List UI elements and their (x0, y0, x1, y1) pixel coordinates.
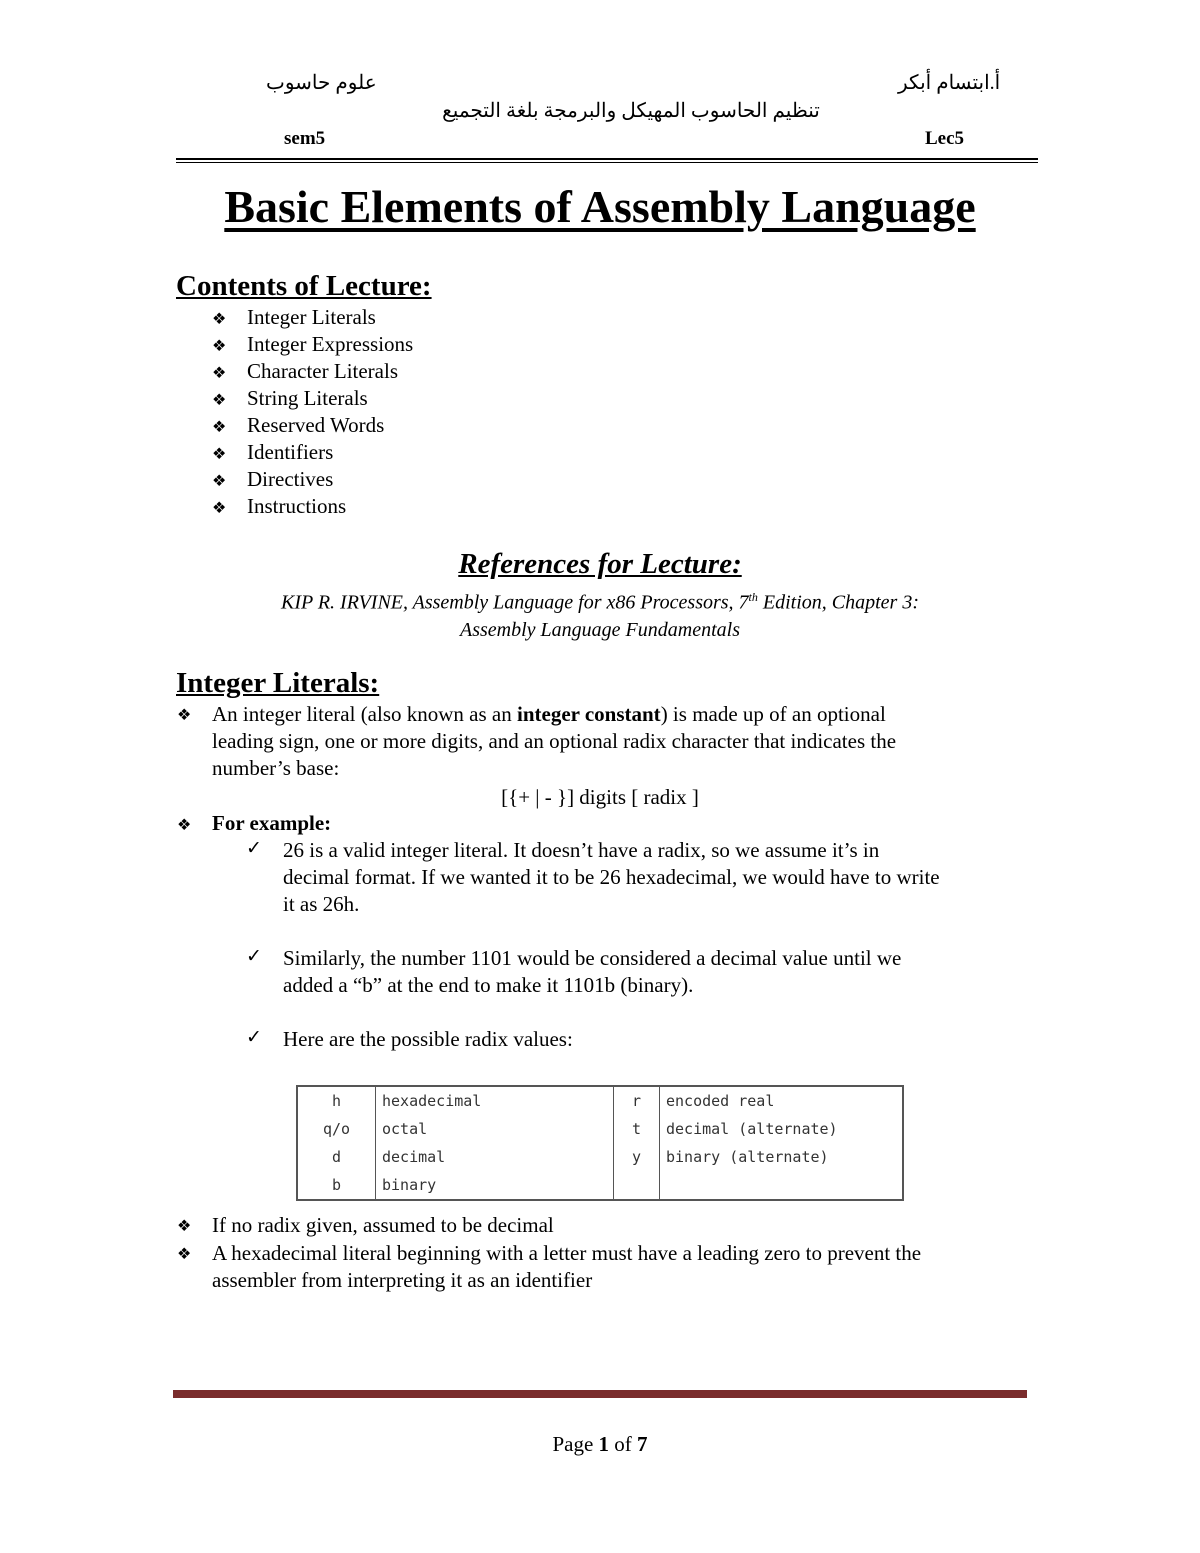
table-row: b binary (297, 1171, 903, 1200)
author-name: أ.ابتسام أبكر (898, 72, 1001, 94)
header-rule-thin (176, 162, 1038, 163)
diamond-bullet-icon: ❖ (177, 707, 192, 724)
syntax-line: [{+ | - }] digits [ radix ] (501, 785, 699, 809)
list-item: ❖ Directives (212, 466, 413, 493)
list-item: ❖ Character Literals (212, 358, 413, 385)
diamond-bullet-icon: ❖ (212, 338, 227, 355)
integer-literals-heading: Integer Literals: (176, 667, 380, 699)
contents-heading: Contents of Lecture: (176, 270, 432, 302)
example-item: Here are the possible radix values: (283, 1027, 573, 1051)
diamond-bullet-icon: ❖ (177, 817, 192, 834)
diamond-bullet-icon: ❖ (212, 419, 227, 436)
note-default-radix: If no radix given, assumed to be decimal (212, 1213, 554, 1237)
references-text: KIP R. IRVINE, Assembly Language for x86 Processors, 7th Edition, Chapter 3: Assembly Language Fundamentals (280, 590, 919, 641)
radix-table (296, 1085, 904, 1201)
table-row: d decimal y binary (alternate) (297, 1143, 903, 1171)
diamond-bullet-icon: ❖ (212, 473, 227, 490)
example-item: Similarly, the number 1101 would be considered a decimal value until we added a “b” at the end to make it 1101b (binary). (283, 946, 902, 997)
list-item: ❖ Integer Literals (212, 304, 413, 331)
table-row: q/o octal t decimal (alternate) (297, 1115, 903, 1143)
contents-list (212, 304, 413, 520)
page-number: Page 1 of 7 (552, 1432, 648, 1456)
example-heading: For example: (212, 811, 332, 835)
list-item: ❖ Identifiers (212, 439, 413, 466)
checkmark-icon: ✓ (246, 946, 262, 967)
intro-paragraph: An integer literal (also known as an integer constant) is made up of an optional leading sign, one or more digits, and an optional radix character that indicates the number’s base: (212, 702, 897, 780)
list-item: ❖ String Literals (212, 385, 413, 412)
note-leading-zero: A hexadecimal literal beginning with a letter must have a leading zero to prevent the assembler from interpreting it as an identifier (212, 1241, 922, 1292)
diamond-bullet-icon: ❖ (177, 1218, 192, 1235)
list-item: ❖ Integer Expressions (212, 331, 413, 358)
diamond-bullet-icon: ❖ (212, 311, 227, 328)
list-item: ❖ Instructions (212, 493, 413, 520)
example-item: 26 is a valid integer literal. It doesn’t have a radix, so we assume it’s in decimal format. If we wanted it to be 26 hexadecimal, we would have to write it as 26h. (283, 838, 940, 916)
references-heading: References for Lecture: (458, 548, 742, 580)
diamond-bullet-icon: ❖ (212, 392, 227, 409)
diamond-bullet-icon: ❖ (212, 500, 227, 517)
checkmark-icon: ✓ (246, 1027, 262, 1048)
subject-label: علوم حاسوب (266, 72, 377, 94)
course-title: تنظيم الحاسوب المهيكل والبرمجة بلغة التجميع (442, 100, 820, 122)
footer-rule (173, 1390, 1027, 1398)
lecture-label: Lec5 (925, 128, 965, 149)
diamond-bullet-icon: ❖ (212, 365, 227, 382)
page-title: Basic Elements of Assembly Language (224, 181, 976, 232)
diamond-bullet-icon: ❖ (212, 446, 227, 463)
diamond-bullet-icon: ❖ (177, 1246, 192, 1263)
checkmark-icon: ✓ (246, 838, 262, 859)
semester-label: sem5 (284, 128, 326, 149)
header-rule (176, 158, 1038, 160)
table-row: h hexadecimal r encoded real (297, 1086, 903, 1115)
list-item: ❖ Reserved Words (212, 412, 413, 439)
